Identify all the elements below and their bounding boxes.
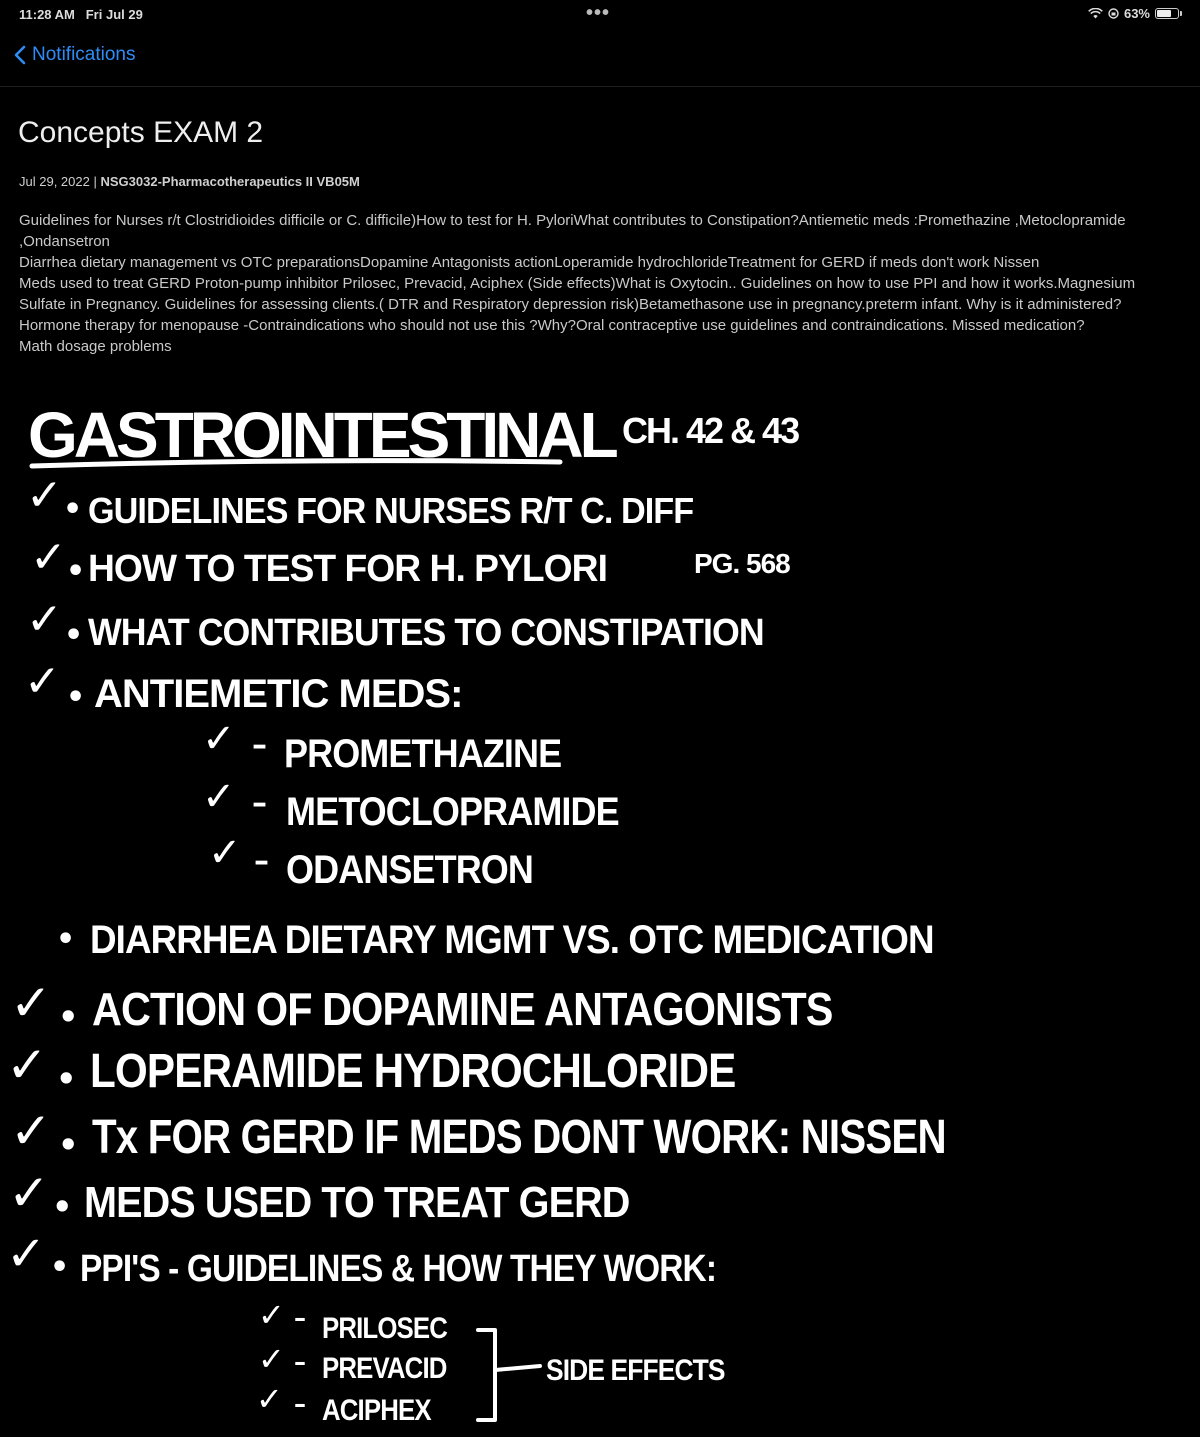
note-item: GUIDELINES FOR NURSES R/T C. DIFF bbox=[88, 490, 694, 531]
bullet: • bbox=[58, 998, 79, 1036]
note-item: ACIPHEX bbox=[322, 1394, 431, 1427]
check-mark: ✓ bbox=[8, 1164, 50, 1222]
check-mark: ✓ bbox=[10, 974, 52, 1032]
multitasking-dots[interactable]: ••• bbox=[586, 2, 611, 24]
side-effects-label: SIDE EFFECTS bbox=[546, 1354, 725, 1387]
dash: – bbox=[294, 1348, 306, 1376]
note-item: PREVACID bbox=[322, 1352, 447, 1385]
check-mark: ✓ bbox=[208, 830, 242, 876]
check-mark: ✓ bbox=[26, 470, 63, 521]
check-mark: ✓ bbox=[258, 1340, 285, 1378]
note-item: ODANSETRON bbox=[286, 848, 534, 892]
bullet: • bbox=[56, 1060, 77, 1098]
course-name: NSG3032-Pharmacotherapeutics II VB05M bbox=[100, 174, 360, 189]
note-item: DIARRHEA DIETARY MGMT VS. OTC MEDICATION bbox=[90, 918, 934, 962]
note-item: PROMETHAZINE bbox=[284, 732, 562, 776]
check-mark: ✓ bbox=[26, 594, 63, 645]
note-item: PPI'S - GUIDELINES & HOW THEY WORK: bbox=[80, 1248, 717, 1290]
note-item: PRILOSEC bbox=[322, 1312, 448, 1345]
check-mark: ✓ bbox=[6, 1036, 48, 1094]
dash: – bbox=[254, 844, 269, 879]
bullet: • bbox=[50, 1250, 70, 1285]
bullet: • bbox=[64, 618, 84, 653]
dash: – bbox=[294, 1304, 306, 1332]
bullet: • bbox=[52, 1188, 73, 1226]
description-line: Diarrhea dietary management vs OTC preparationsDopamine Antagonists actionLoperamide hydrochlorideTreatment for GERD if meds don't work Nissen bbox=[19, 254, 1040, 271]
page-reference: PG. 568 bbox=[694, 548, 790, 579]
bullet: • bbox=[66, 554, 86, 589]
dash: – bbox=[294, 1390, 306, 1418]
description-line: Meds used to treat GERD Proton-pump inhibitor Prilosec, Prevacid, Aciphex (Side effects)What is Oxytocin.. Guidelines on how to use PPI and how it works.Magnesium Sulfate in Pregnancy. Guidelines for assessing clients.( DTR and Respiratory depression risk)Betamethasone use in pregnancy.preterm infant. Why is it administered?Hormone therapy for menopause -Contraindications who should not use this ?Why?Oral contraceptive use guidelines and contraindications. Missed medication? bbox=[19, 275, 1136, 334]
note-item: ACTION OF DOPAMINE ANTAGONISTS bbox=[92, 983, 833, 1035]
chapter-reference: CH. 42 & 43 bbox=[622, 410, 799, 451]
note-item: METOCLOPRAMIDE bbox=[286, 790, 619, 834]
bullet: • bbox=[58, 1126, 79, 1164]
note-item: WHAT CONTRIBUTES TO CONSTIPATION bbox=[88, 612, 764, 654]
description-line: Math dosage problems bbox=[19, 338, 172, 355]
check-mark: ✓ bbox=[30, 532, 67, 583]
check-mark: ✓ bbox=[256, 1380, 283, 1418]
check-mark: ✓ bbox=[202, 774, 236, 820]
check-mark: ✓ bbox=[10, 1102, 52, 1160]
check-mark: ✓ bbox=[258, 1296, 285, 1334]
check-mark: ✓ bbox=[6, 1226, 47, 1282]
battery-percent: 63% bbox=[1123, 6, 1150, 21]
description-line: Guidelines for Nurses r/t Clostridioides difficile or C. difficile)How to test for H. PyloriWhat contributes to Constipation?Antiemetic meds :Promethazine ,Metoclopramide ,Ondansetron bbox=[19, 212, 1126, 250]
note-item: MEDS USED TO TREAT GERD bbox=[84, 1178, 630, 1227]
notes-heading: GASTROINTESTINAL bbox=[28, 399, 615, 471]
meta-separator: | bbox=[93, 174, 97, 189]
back-button-label: Notifications bbox=[32, 44, 136, 65]
dash: – bbox=[252, 786, 267, 821]
note-item: Tx FOR GERD IF MEDS DONT WORK: NISSEN bbox=[92, 1111, 946, 1164]
bullet: • bbox=[56, 922, 76, 957]
check-mark: ✓ bbox=[202, 716, 236, 762]
note-item: LOPERAMIDE HYDROCHLORIDE bbox=[90, 1045, 736, 1098]
bullet: • bbox=[66, 680, 86, 715]
page-title: Concepts EXAM 2 bbox=[18, 116, 264, 149]
side-effects-bracket bbox=[478, 1330, 540, 1420]
note-item: ANTIEMETIC MEDS: bbox=[94, 672, 463, 716]
check-mark: ✓ bbox=[24, 656, 61, 707]
document-date: Jul 29, 2022 bbox=[19, 174, 90, 189]
dash: – bbox=[252, 728, 267, 763]
note-item: HOW TO TEST FOR H. PYLORI bbox=[88, 548, 607, 590]
bullet: • bbox=[63, 492, 83, 527]
status-time: 11:28 AM Fri Jul 29 bbox=[19, 7, 143, 22]
